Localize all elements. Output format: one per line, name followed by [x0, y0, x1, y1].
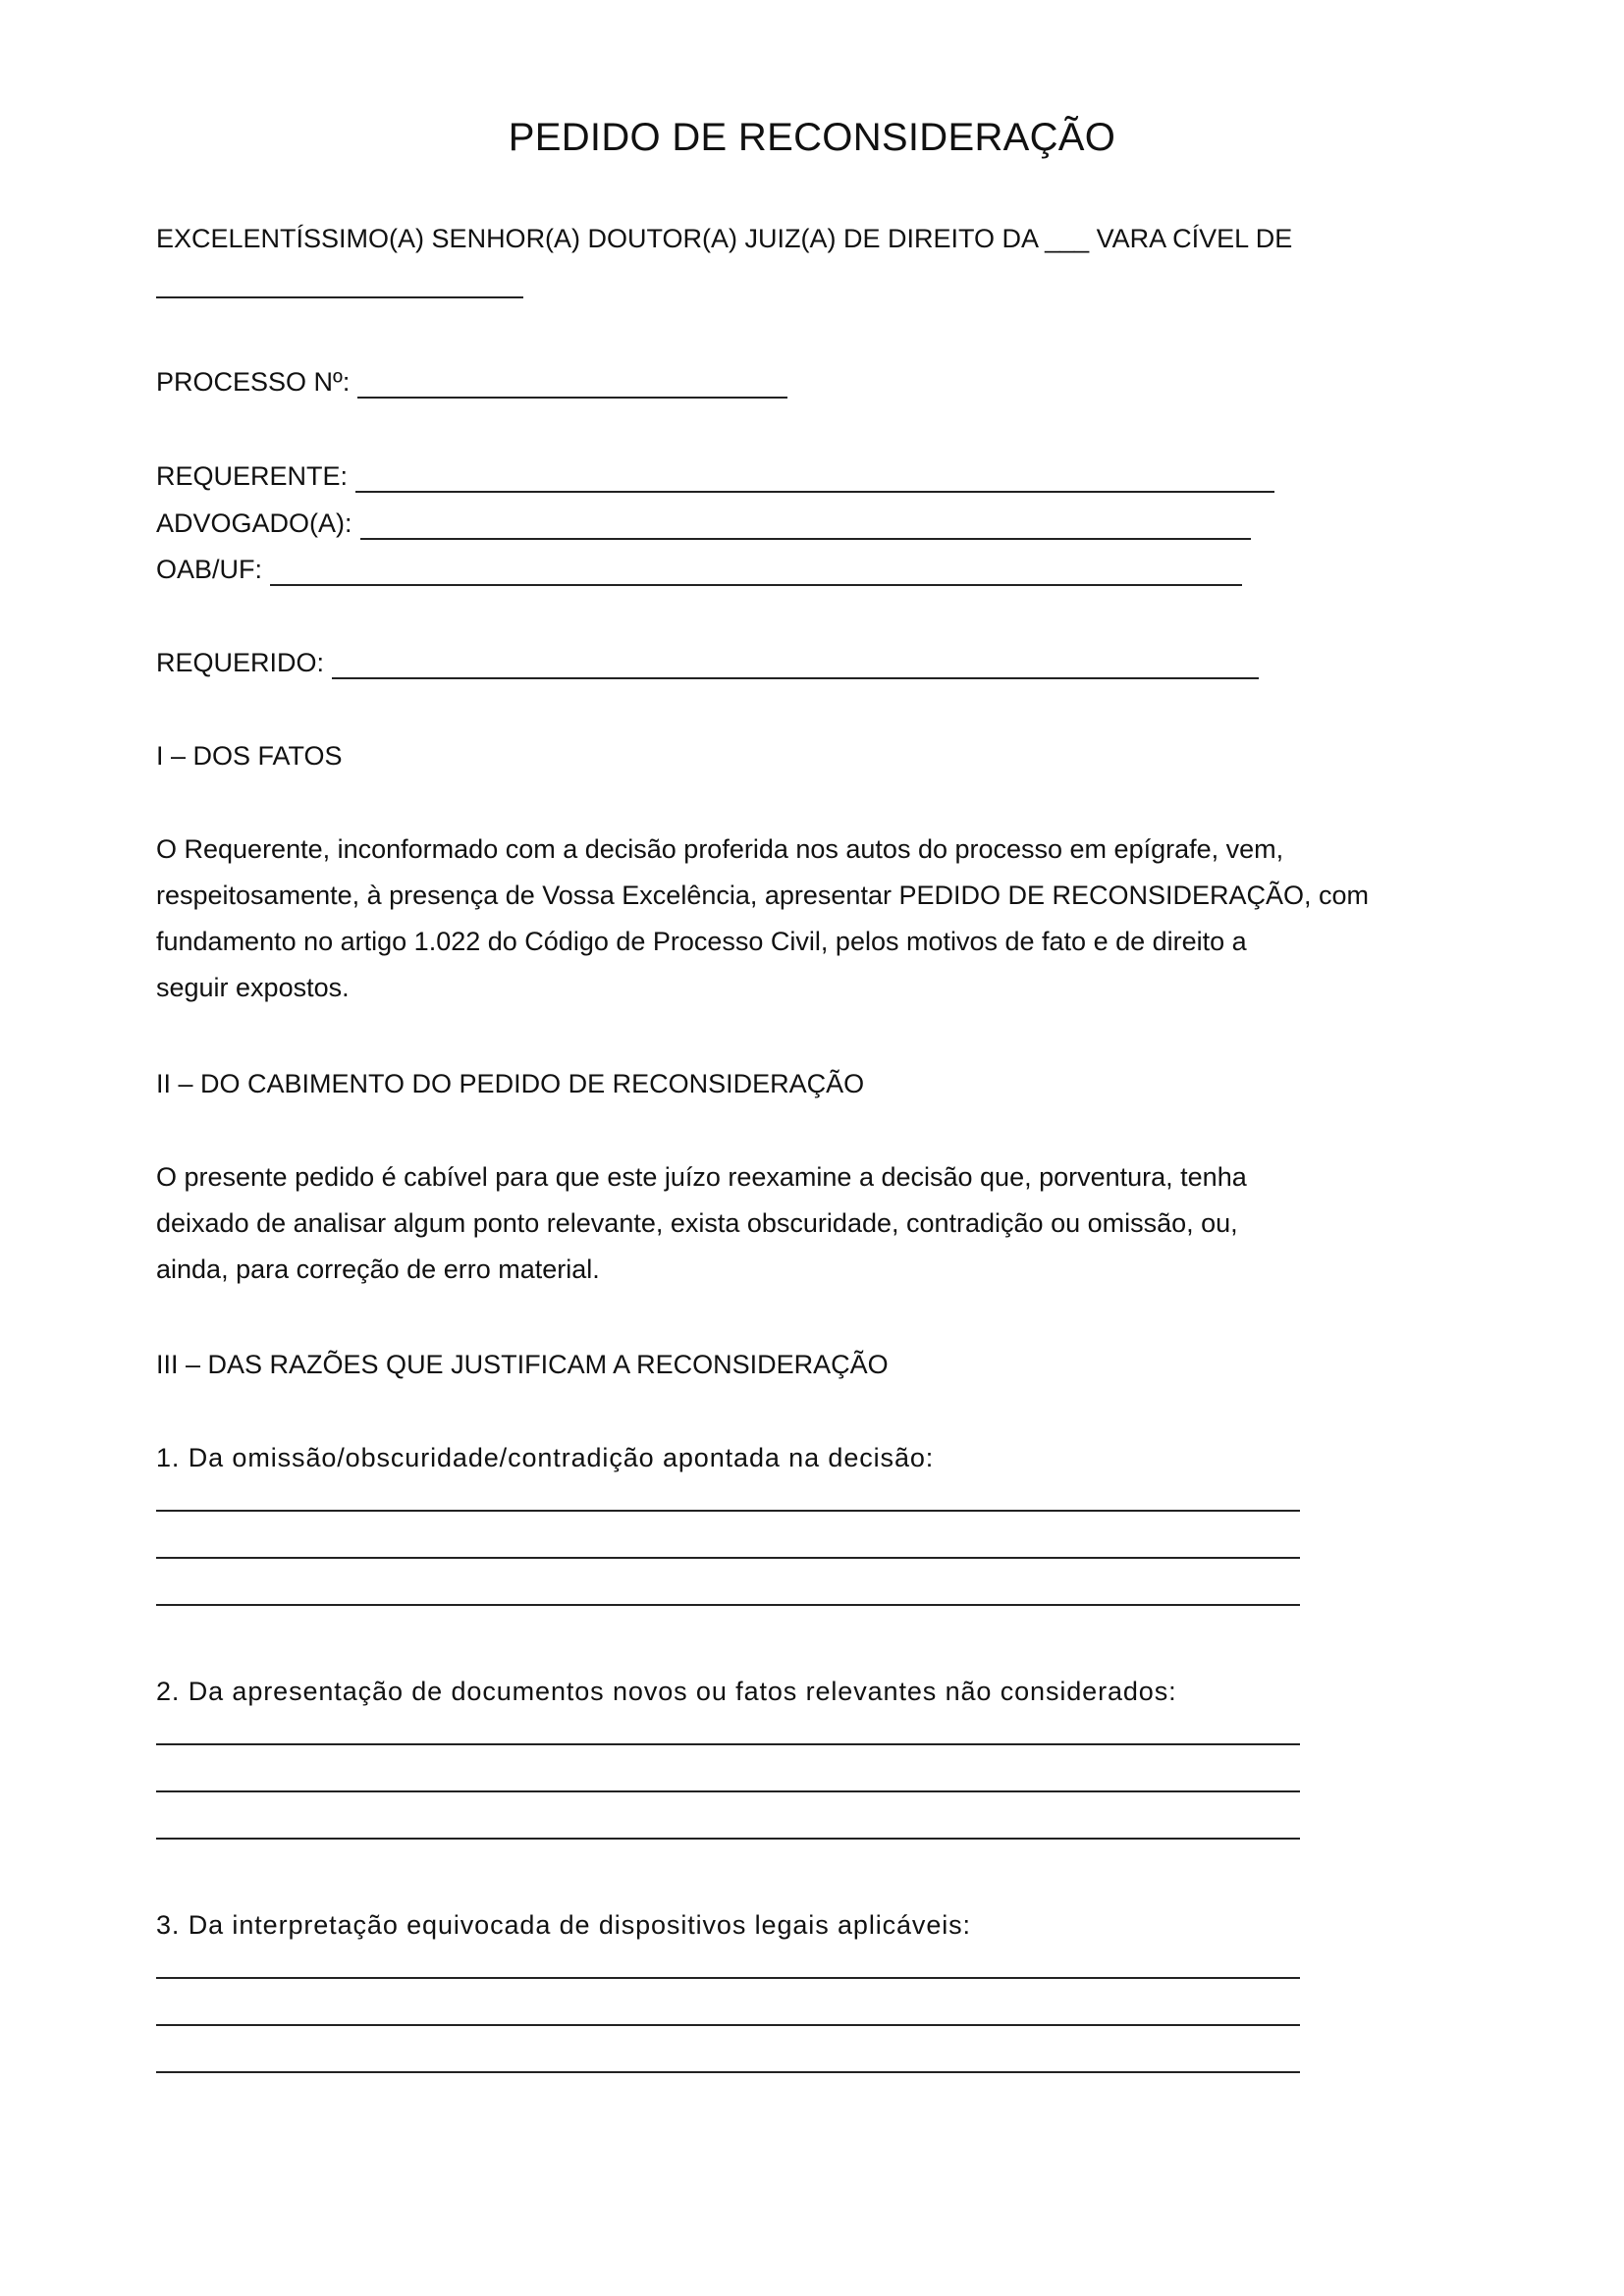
reason-2-answer-line[interactable]	[156, 1790, 1300, 1792]
reason-3-answer-line[interactable]	[156, 2071, 1300, 2073]
oab-field	[156, 553, 1242, 586]
section1-body	[156, 827, 1369, 1011]
section3-heading: III – DAS RAZÕES QUE JUSTIFICAM A RECONSIDERAÇÃO	[156, 1350, 889, 1379]
oab-blank[interactable]	[270, 561, 1242, 586]
section2-line: ainda, para correção de erro material.	[156, 1255, 600, 1284]
reason-item-3: 3. Da interpretação equivocada de dispositivos legais aplicáveis:	[156, 1910, 971, 1940]
processo-label: PROCESSO Nº:	[156, 367, 351, 397]
reason-3-answer-line[interactable]	[156, 1977, 1300, 1979]
advogado-blank[interactable]	[360, 514, 1251, 540]
reason-1-answer-line[interactable]	[156, 1604, 1300, 1606]
section1-line: seguir expostos.	[156, 973, 350, 1002]
advogado-field	[156, 507, 1251, 540]
addressee-line: EXCELENTÍSSIMO(A) SENHOR(A) DOUTOR(A) JUIZ(A) DE DIREITO DA ___ VARA CÍVEL DE	[156, 224, 1293, 253]
requerente-blank[interactable]	[355, 467, 1274, 493]
section2-heading: II – DO CABIMENTO DO PEDIDO DE RECONSIDERAÇÃO	[156, 1069, 865, 1098]
oab-label: OAB/UF:	[156, 555, 263, 584]
document-title: PEDIDO DE RECONSIDERAÇÃO	[508, 116, 1116, 159]
requerente-field	[156, 459, 1274, 493]
section2-body	[156, 1154, 1247, 1293]
section1-line: respeitosamente, à presença de Vossa Excelência, apresentar PEDIDO DE RECONSIDERAÇÃO, com	[156, 881, 1370, 910]
comarca-blank[interactable]	[156, 296, 523, 298]
requerente-label: REQUERENTE:	[156, 461, 349, 491]
requerido-field	[156, 646, 1259, 679]
reason-3-answer-line[interactable]	[156, 2024, 1300, 2026]
section1-line: O Requerente, inconformado com a decisão proferida nos autos do processo em epígrafe, vem,	[156, 834, 1284, 864]
processo-field	[156, 365, 787, 399]
section2-line: deixado de analisar algum ponto relevante, exista obscuridade, contradição ou omissão, ou,	[156, 1208, 1238, 1238]
reason-item-1: 1. Da omissão/obscuridade/contradição apontada na decisão:	[156, 1443, 935, 1472]
requerido-blank[interactable]	[332, 654, 1259, 679]
section1-line: fundamento no artigo 1.022 do Código de Processo Civil, pelos motivos de fato e de direito a	[156, 927, 1247, 956]
section2-line: O presente pedido é cabível para que este juízo reexamine a decisão que, porventura, tenha	[156, 1162, 1247, 1192]
processo-blank[interactable]	[357, 373, 787, 399]
section1-heading: I – DOS FATOS	[156, 741, 343, 771]
reason-item-2: 2. Da apresentação de documentos novos ou fatos relevantes não considerados:	[156, 1677, 1177, 1706]
reason-1-answer-line[interactable]	[156, 1557, 1300, 1559]
reason-1-answer-line[interactable]	[156, 1510, 1300, 1512]
requerido-label: REQUERIDO:	[156, 648, 325, 677]
reason-2-answer-line[interactable]	[156, 1838, 1300, 1840]
advogado-label: ADVOGADO(A):	[156, 508, 352, 538]
reason-2-answer-line[interactable]	[156, 1743, 1300, 1745]
